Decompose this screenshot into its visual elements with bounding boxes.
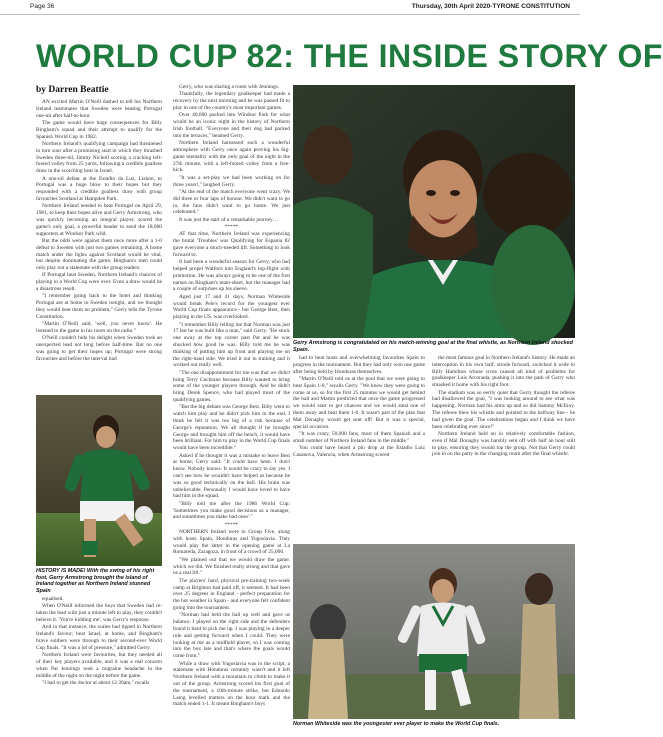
- paragraph: "We plained out that we would draw the game, which we did. We finished really strong and that gave us a real lift.": [173, 556, 290, 577]
- paragraph: had to beat hosts and overwhelming favourites Spain to progress in the tournament. But they had only won one game after being held by Honduras themselves.: [293, 355, 425, 375]
- paragraph: "It was crazy, 50,000 fans, most of them Spanish and a small number of Northern Ireland fans in the middle.": [293, 430, 425, 444]
- paragraph: "Billy told me after the 1986 World Cup: 'Sometimes you make good decisions as a manager, and sometimes you make bad ones'.": [173, 500, 290, 521]
- paragraph: "It was a set-play we had been working on for three years!," laughed Gerry.: [173, 174, 290, 188]
- paragraph: Thankfully, the legendary goalkeeper had made a recovery by the next morning and he was passed fit to play in one of the country's most important games.: [173, 91, 290, 111]
- paragraph: And in that instance, the scales had tipped in Northern Ireland's favour; beat Israel, at home, and Bingham's brave soldiers were through to their second-ever World Cup finals. "It was a lot of pressure," admitted Gerry.: [36, 624, 162, 651]
- paragraph: If Portugal beat Sweden, Northern Ireland's chances of playing in a World Cup were over. Even a draw would be a disastrous result.: [36, 272, 162, 293]
- paragraph: While a draw with Yugoslavia was in the script, a stalemate with Honduras certainly wasn't and it left Northern Ireland with a mountain to climb to make it out of the group. Armstrong scored his first goal of the tournament, a 10th-minute strike, but Eduardo Laing levelled matters on the hour mark and the match ended 1-1. It meant Bingham's boys: [173, 660, 290, 708]
- paragraph: Northern Ireland were favourites, but they needed all of their key players available, and it was a real concern when Pat Jennings took a migraine headache in the middle of the night on the night before the game.: [36, 652, 162, 679]
- paragraph: It was just the start of a remarkable journey…: [179, 216, 279, 223]
- paragraph: Northern Ireland needed to beat Portugal on April 29, 1981, to keep their hopes alive and Gerry Armstrong, who was quickly becoming an integral player, scored the game's only goal, a powerful header to send the 18,000 supporters at Windsor Park wild.: [36, 203, 162, 237]
- paragraph: the most famous goal in Northern Ireland's history. He made an interception in his own half, strode forward, switched it wide to Billy Hamilton whose cross caused all kind of problems for goalkeeper Luis Arconada, pushing it into the path of Gerry who smashed it home with his right foot.: [432, 355, 575, 389]
- armstrong-kick-photo: [36, 395, 162, 566]
- paragraph: NORTHERN Ireland were in Group Five, along with hosts Spain, Honduras and Yugoslavia. They would play the latter in the opening game at La Romareda, Zaragoza, in front of a crowd of 25,000.: [173, 529, 290, 556]
- paragraph: "I remember Billy telling me that Norman was just 17 but he was built like a man," said Gerry. "He stuck one away at the top corner past Pat and he was shocked how good he was. Billy told me he was thinking of putting him up front and playing me on the right-hand side. We tried it out in training and it worked out really well.: [173, 321, 290, 369]
- article-column-1-top: [36, 99, 162, 393]
- paragraph: You could have heard a pin drop at the Estadio Luiz Casanova, Valencia, when Armstrong scored: [293, 445, 425, 458]
- article-column-2: [173, 84, 290, 736]
- armstrong-celebration-photo: [293, 85, 575, 338]
- paragraph: "I had to get the doctor at about 12.30am," recalls: [42, 679, 150, 686]
- paragraph: AT that time, Northern Ireland was experiencing the brutal 'Troubles' was Qualifying for Espania 82 gave everyone a much-needed lift. Something to look forward to.: [173, 231, 290, 258]
- paragraph: "Martin O'Neill said, 'well, you never know'. He listened to the game in his room on the radio.": [36, 321, 162, 335]
- paragraph: It had been a wonderful season for Gerry, who had helped propel Watford into England's top-flight with promotion. He was always going to be one of the first names on Bingham's team-sheet, but the manager had a couple of surprises up his sleeve.: [173, 259, 290, 293]
- paragraph: Over 40,000 packed into Windsor Park for what would be an iconic night in the history of Northern Irish football. "Everyone and their dog had packed into the terraces," beamed Gerry.: [173, 112, 290, 139]
- page-number: Page 36: [30, 3, 55, 10]
- headline: WORLD CUP 82: THE INSIDE STORY OF: [36, 38, 663, 74]
- paragraph: Gerry, who was sharing a room with Jennings.: [179, 84, 280, 90]
- article-column-4: [432, 355, 575, 541]
- paragraph: The game would have huge consequences for Billy Bingham's squad and their attempt to qualify for the Spanish World Cup in 1982.: [36, 119, 162, 140]
- paragraph: Northern Ireland held on in relatively comfortable fashion, even if Mal Donaghy was harshly sent off with half an hour still to play, ensuring they would top the group. Not that Gerry could join in on the party in the changing room after the final whistle.: [432, 430, 575, 458]
- paragraph: Northern Ireland harnessed such a wonderful atmosphere with Gerry once again proving his big-game mentality with the only goal of the night in the 27th minute, with a left-footed volley from a free-kick.: [173, 140, 290, 174]
- paragraph: "At the end of the match everyone went crazy. We did three or four laps of honour. We didn't want to go in, the fans didn't want to go home. We just celebrated.": [173, 188, 290, 216]
- paragraph: "I remember going back to the hotel and thinking Portugal are at home to Sweden tonight, and we thought they would beat them no problem," Gerry tells the Tyrone Constitution.: [36, 293, 162, 320]
- article-column-1-bottom: [36, 596, 162, 736]
- paragraph: "Martin O'Neill told us at the pool that we were going to beat Spain 1-0," recalls Gerry. "We knew they were going to come at us, so for the first 25 minutes we would get behind the ball and Martin predicted that once the game progressed we would start to get chances and we would steal one of them away and beat them 1-0. It wasn't part of the plan that Mal Donaghy would get sent off! But it was a special, special occasion.: [293, 375, 425, 430]
- page-header: [0, 0, 580, 15]
- byline: by Darren Beattie: [36, 85, 109, 95]
- paragraph: The players' hard, physical pre-training two-week camp at Brighton had paid off, it seemed. It had been over 25 degrees in England - perfect preparation for the hot weather in Spain - and everyone felt confident going into the tournament.: [173, 577, 290, 612]
- paragraph: "But the big debate was George Best. Billy went to watch him play and he didn't pick him in the end. I think he felt it was too big of a risk because of George's reputation. We all thought if he brought George and brought him off the bench, it would have been brilliant. For him to play in the World Cup finals would have been incredible.": [173, 404, 290, 452]
- paragraph: But the odds were against them once more after a 1-0 defeat to Sweden with just two games remaining. A home match under the lights against Scotland would be vital, but despite dominating the game, Bingham's men could only play out a stalemate with the group leaders.: [36, 237, 162, 272]
- paragraph: A one-nil defeat at the Estadio da Luz, Lisbon, to Portugal was a huge blow to their hopes but they responded with a credible goalless draw with group favourites Scotland at Hampden Park.: [36, 175, 162, 202]
- paragraph: Asked if he thought it was a mistake to leave Best at home, Gerry said: "It could have been. I don't know. Nobody knows. It would be crazy to say yes. I can't see how he wouldn't have helped us because he was so good technically on the ball. His brain was unbelievable. Personally I would have loved to have had him in the squad.: [173, 452, 290, 500]
- issue-date: Thursday, 30th April 2020-TYRONE CONSTITUTION: [411, 3, 570, 10]
- paragraph: *****: [224, 224, 239, 231]
- paragraph: The stadium was so eerily quiet that Gerry thought the referee had disallowed the goal, "I was looking around to see what was happening. Norman had his arms up and so did Sammy McIlroy. The referee blew his whistle and pointed to the halfway line - he had given the goal. The celebrations began and I think we have been celebrating ever since!": [432, 389, 575, 430]
- paragraph: O'Neill couldn't hide his delight when Sweden took an unexpected lead not long before half-time. But no one was going to get their hopes up; Portugal were strong favourites and before the interval had: [36, 335, 162, 362]
- paragraph: "Norman had held the ball up well and gave us balance. I played on the right side and the defenders found it hard to pick me up. I was playing in a deeper role and getting forward when I could. They were looking at me as a midfield player, so I was coming into the box late and that's where the goals would come from.": [173, 612, 290, 660]
- paragraph: AN excited Martin O'Neill dashed to tell his Northern Ireland teammates that Sweden were beating Portugal one-nil after half-at-hour.: [36, 99, 162, 119]
- paragraph: equalised.: [42, 596, 64, 602]
- photo-caption-left: HISTORY IS MADE! With the swing of his right foot, Gerry Armstrong brought the island of Ireland together as Northern Ireland stunned Spain: [36, 568, 155, 594]
- paragraph: *****: [224, 521, 239, 528]
- article-column-3: [293, 355, 425, 541]
- photo-caption-bottom-right: Norman Whiteside was the youngester ever player to make the World Cup finals.: [293, 721, 500, 727]
- paragraph: Northern Ireland's qualifying campaign had threatened to turn sour after a promising start in which they thrashed Sweden three-nil, Jimmy Nicholl scoring a cracking left-footed volley from 25 yards, following a credible goalless draw in the scorching heat in Israel.: [36, 140, 162, 175]
- paragraph: When O'Neill informed the boys that Sweden had re-taken the lead with just a minute left to play, they couldn't believe it. 'You're kidding me', was Gerry's response.: [36, 603, 162, 623]
- photo-caption-top-right: Gerry Armstrong is congratulated on his match-winning goal at the final whistle, as Northern Ireland shocked Spain.: [293, 340, 573, 353]
- paragraph: Aged just 17 and 41 days, Norman Whiteside would break Pele's record for the youngest ever World Cup finals appearance - but George Best, then playing in the US, was overlooked.: [173, 293, 290, 321]
- paragraph: "The one disappointment for me was that we didn't bring Terry Cochrane because Billy wanted to bring some of the younger players through. And he didn't bring Derek Spence, who had played most of the qualifying games.: [173, 369, 290, 403]
- whiteside-photo: [293, 544, 575, 719]
